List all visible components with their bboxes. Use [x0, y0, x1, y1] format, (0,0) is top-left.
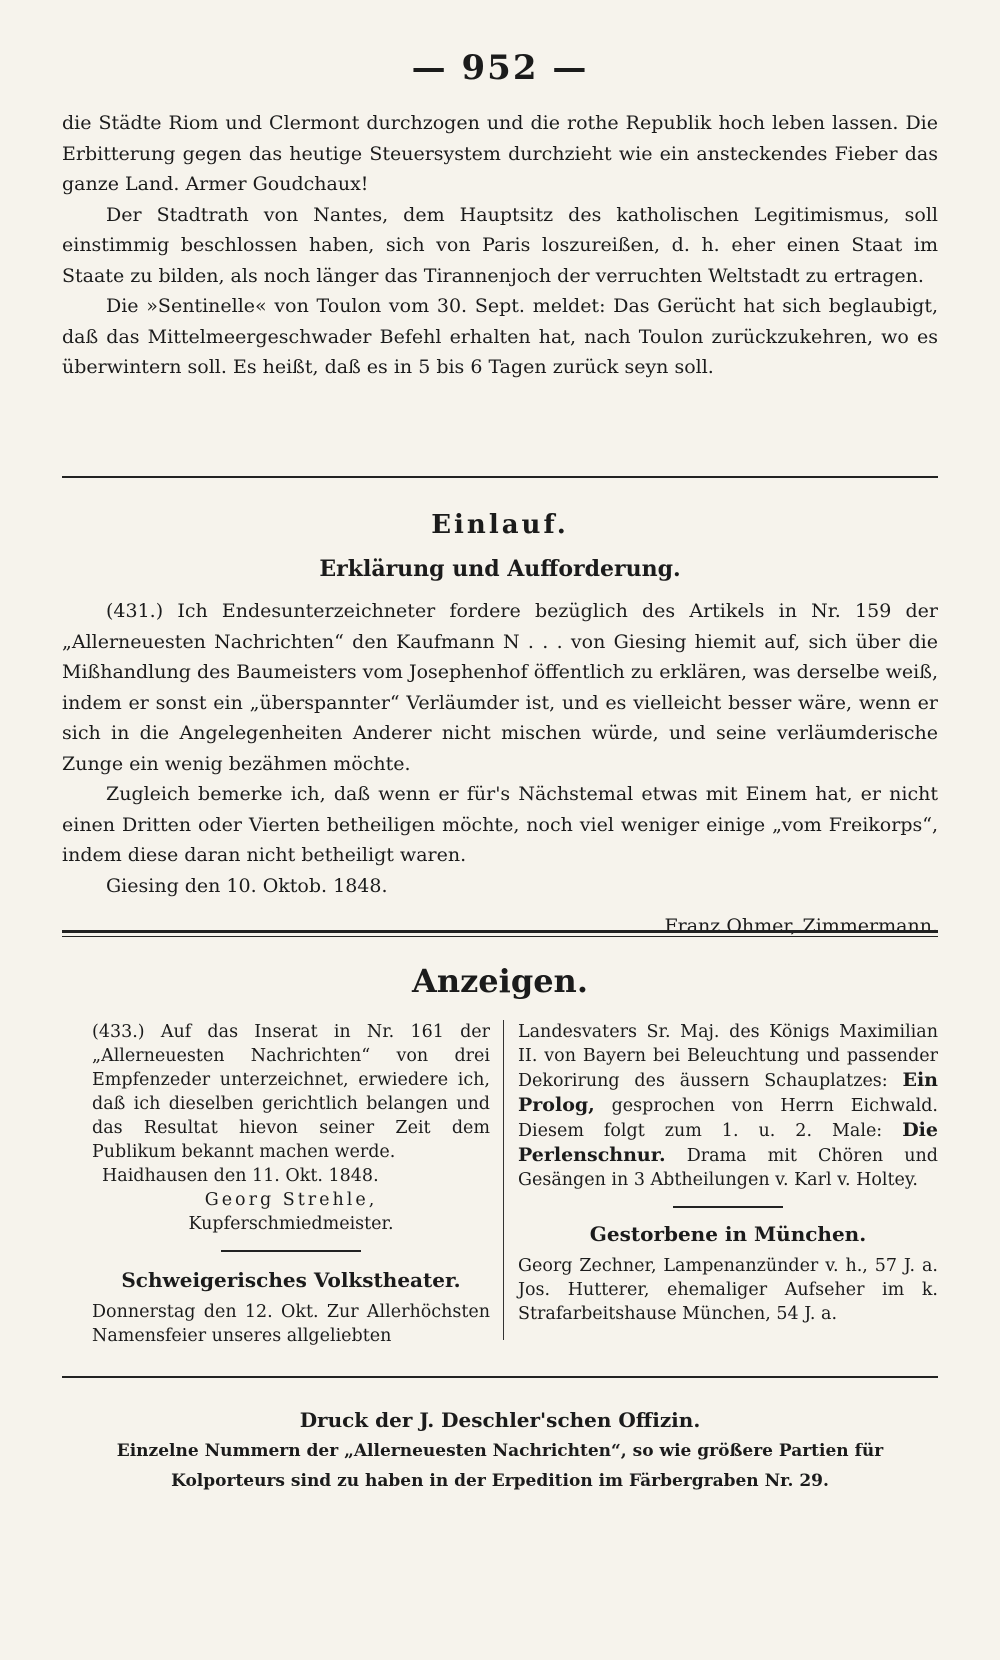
einlauf-paragraph: (431.) Ich Endesunterzeichneter fordere bezüglich des Artikels in Nr. 159 der „Allerneuesten Nachrichten“ den Kaufmann N . . . von Giesing hiemit auf, sich über die Mißhandlung des Baumeisters vom Josephenhof öffentlich zu erklären, was derselbe weiß, indem er sonst ein „überspannter“ Verläumder ist, und es vielleicht besser wäre, wenn er sich in die Angelegenheiten Anderer nicht mischen würde, und seine verläumderische Zunge ein wenig bezähmen möchte.: [62, 600, 938, 775]
short-divider: [221, 1250, 361, 1252]
einlauf-section: [62, 596, 938, 941]
ad-dateline: Haidhausen den 11. Okt. 1848.: [102, 1166, 379, 1186]
news-paragraph: die Städte Riom und Clermont durchzogen und die rothe Republik hoch leben lassen. Die Erbitterung gegen das heutige Steuersystem durchzieht wie ein ansteckendes Fieber das ganze Land. Armer Goudchaux!: [62, 112, 938, 195]
ad-signature-name: Georg Strehle,: [204, 1190, 378, 1210]
einlauf-signature: Franz Ohmer, Zimmermann.: [664, 915, 938, 937]
section-divider: [62, 476, 938, 478]
printer-line: Druck der J. Deschler'schen Offizin.: [299, 1408, 701, 1432]
einlauf-heading: Einlauf.: [431, 510, 569, 540]
ad-strehle: (433.) Auf das Inserat in Nr. 161 der „Allerneuesten Nachrichten“ von drei Empfenzeder unterzeichnet, erwiedere ich, daß ich dieselben gerichtlich belangen und das Resultat hievon seiner Zeit dem Publikum bekannt machen werde.: [92, 1022, 490, 1162]
anzeigen-left-column: [92, 1020, 490, 1348]
theater-heading: Schweigerisches Volkstheater.: [121, 1268, 461, 1292]
footer-line: Kolporteurs sind zu haben in der Erpedition im Färbergraben Nr. 29.: [171, 1471, 829, 1491]
einlauf-paragraph: Zugleich bemerke ich, daß wenn er für's Nächstemal etwas mit Einem hat, er nicht einen Dritten oder Vierten betheiligen möchte, noch viel weniger einige „vom Freikorps“, indem diese daran nicht betheiligt waren.: [62, 783, 938, 866]
section-divider: [62, 1376, 938, 1378]
einlauf-dateline: Giesing den 10. Oktob. 1848.: [106, 874, 388, 897]
ad-signature-title: Kupferschmiedmeister.: [188, 1214, 394, 1234]
news-section: [62, 108, 938, 383]
news-paragraph: Die »Sentinelle« von Toulon vom 30. Sept. meldet: Das Gerücht hat sich beglaubigt, daß das Mittelmeergeschwader Befehl erhalten hat, nach Toulon zurückzukehren, wo es überwintern soll. Es heißt, daß es in 5 bis 6 Tagen zurück seyn soll.: [62, 295, 938, 378]
play-title: Die Perlenschnur.: [518, 1119, 938, 1166]
news-paragraph: Der Stadtrath von Nantes, dem Hauptsitz des katholischen Legitimismus, soll einstimmig beschlossen haben, sich von Paris loszureißen, d. h. eher einen Staat im Staate zu bilden, als noch länger das Tirannenjoch der verruchten Weltstadt zu ertragen.: [62, 203, 938, 287]
column-divider: [503, 1020, 504, 1340]
deaths-heading: Gestorbene in München.: [589, 1222, 867, 1246]
footer-line: Einzelne Nummern der „Allerneuesten Nachrichten“, so wie größere Partien für: [116, 1441, 884, 1461]
theater-cont-2: gesprochen von Herrn Eichwald. Diesem folgt zum 1. u. 2. Male:: [518, 1096, 938, 1141]
theater-cont-1: Landesvaters Sr. Maj. des Königs Maximilian II. von Bayern bei Beleuchtung und passender Dekorirung des äussern Schauplatzes:: [518, 1022, 938, 1091]
section-divider-double: [62, 930, 938, 937]
anzeigen-heading: Anzeigen.: [412, 962, 588, 1000]
page-number: — 952 —: [411, 48, 589, 88]
anzeigen-right-column: [518, 1020, 938, 1326]
theater-text: Donnerstag den 12. Okt. Zur Allerhöchsten Namensfeier unseres allgeliebten: [92, 1302, 490, 1346]
deaths-text: Georg Zechner, Lampenanzünder v. h., 57 J. a. Jos. Hutterer, ehemaliger Aufseher im k. Strafarbeitshause München, 54 J. a.: [518, 1256, 938, 1324]
prolog-title: Ein Prolog,: [518, 1069, 938, 1116]
theater-continuation: [518, 1020, 938, 1192]
einlauf-subheading: Erklärung und Aufforderung.: [319, 556, 681, 582]
theater-cont-3: Drama mit Chören und Gesängen in 3 Abtheilungen v. Karl v. Holtey.: [518, 1146, 938, 1190]
short-divider: [673, 1206, 783, 1208]
footer: [62, 1404, 938, 1496]
